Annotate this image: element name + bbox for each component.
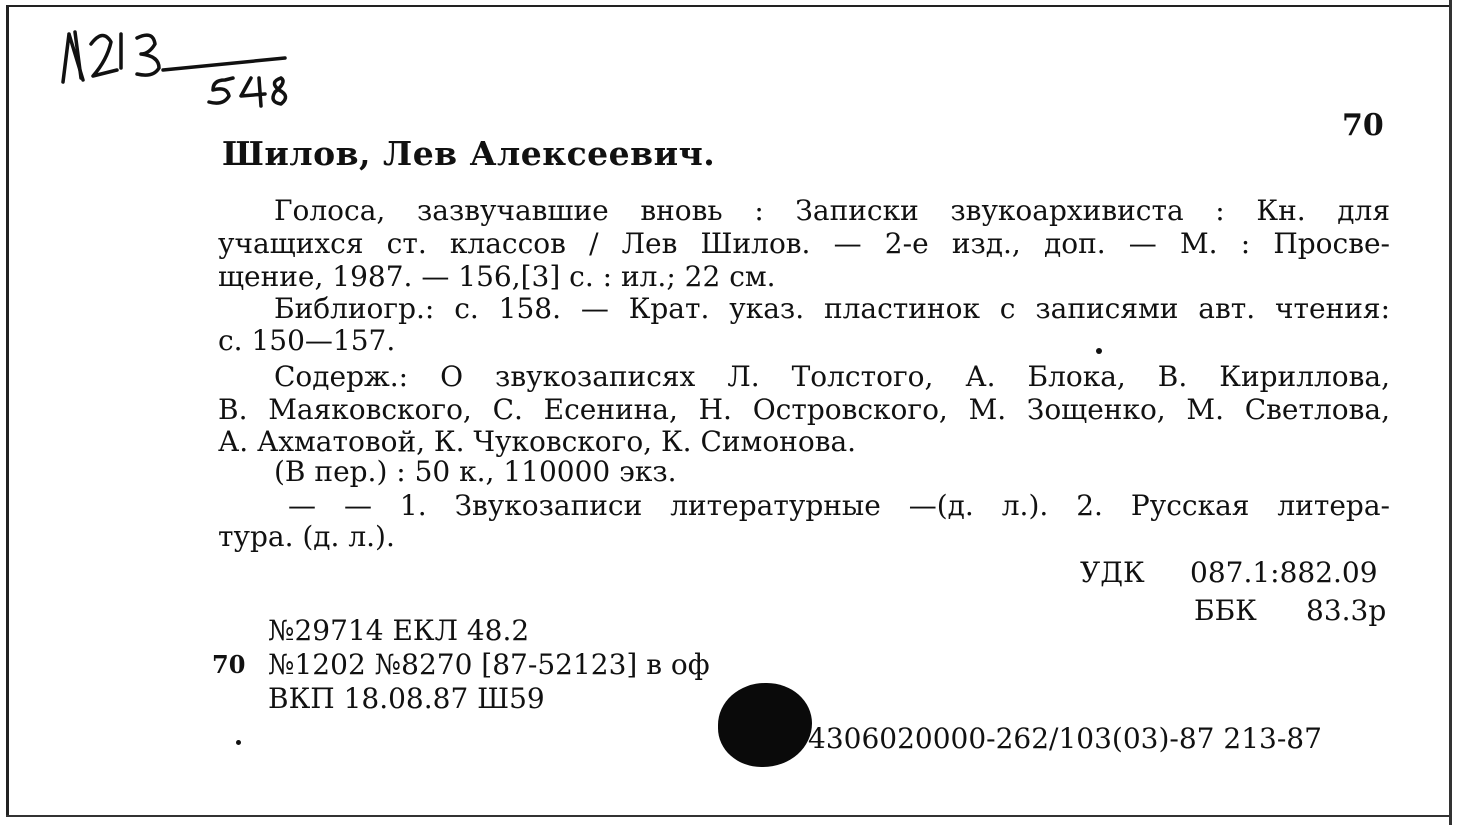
card-number: 70	[1342, 108, 1384, 143]
control-line-1: №29714 ЕКЛ 48.2	[268, 614, 530, 647]
description-line-1: Голоса, зазвучавшие вновь : Записки звукоархивиста : Кн. для	[274, 194, 1390, 227]
bbk-label: ББК	[1194, 594, 1257, 627]
card-border-top	[8, 5, 1450, 7]
subjects-line-1: — — 1. Звукозаписи литературные —(д. л.). 2. Русская литера-	[288, 489, 1390, 522]
contents-line-1: Содерж.: О звукозаписях Л. Толстого, А. Блока, В. Кириллова,	[274, 360, 1390, 393]
card-border-right	[1449, 0, 1452, 825]
price-line: (В пер.) : 50 к., 110000 экз.	[274, 455, 677, 488]
contents-line-2: В. Маяковского, С. Есенина, Н. Островского, М. Зощенко, М. Светлова,	[218, 393, 1390, 426]
card-border-left	[6, 5, 9, 817]
ink-speck	[236, 740, 241, 745]
description-line-3: щение, 1987. — 156,[3] с. : ил.; 22 см.	[218, 260, 776, 293]
udk-label: УДК	[1080, 556, 1145, 589]
ink-speck	[1096, 348, 1102, 354]
publication-code: 4306020000-262/103(03)-87 213-87	[808, 722, 1322, 755]
udk-value: 087.1:882.09	[1190, 556, 1378, 589]
handwritten-shelfmark-drawing	[55, 20, 305, 110]
card-border-bottom	[6, 815, 1452, 817]
control-line-2: №1202 №8270 [87-52123] в оф	[268, 648, 710, 681]
contents-line-3: А. Ахматовой, К. Чуковского, К. Симонова.	[218, 425, 857, 458]
control-line-3: ВКП 18.08.87 Ш59	[268, 682, 545, 715]
author-heading: Шилов, Лев Алексеевич.	[222, 134, 716, 173]
bibliography-line-1: Библиогр.: с. 158. — Крат. указ. пластинок с записями авт. чтения:	[274, 292, 1390, 325]
bibliography-line-2: с. 150—157.	[218, 324, 396, 357]
ink-blot	[718, 683, 812, 767]
bbk-value: 83.3р	[1306, 594, 1387, 627]
subjects-line-2: тура. (д. л.).	[218, 520, 395, 553]
description-line-2: учащихся ст. классов / Лев Шилов. — 2-е изд., доп. — М. : Просве-	[218, 227, 1390, 260]
handwritten-shelfmark	[55, 20, 305, 110]
control-card-number: 70	[212, 650, 246, 679]
